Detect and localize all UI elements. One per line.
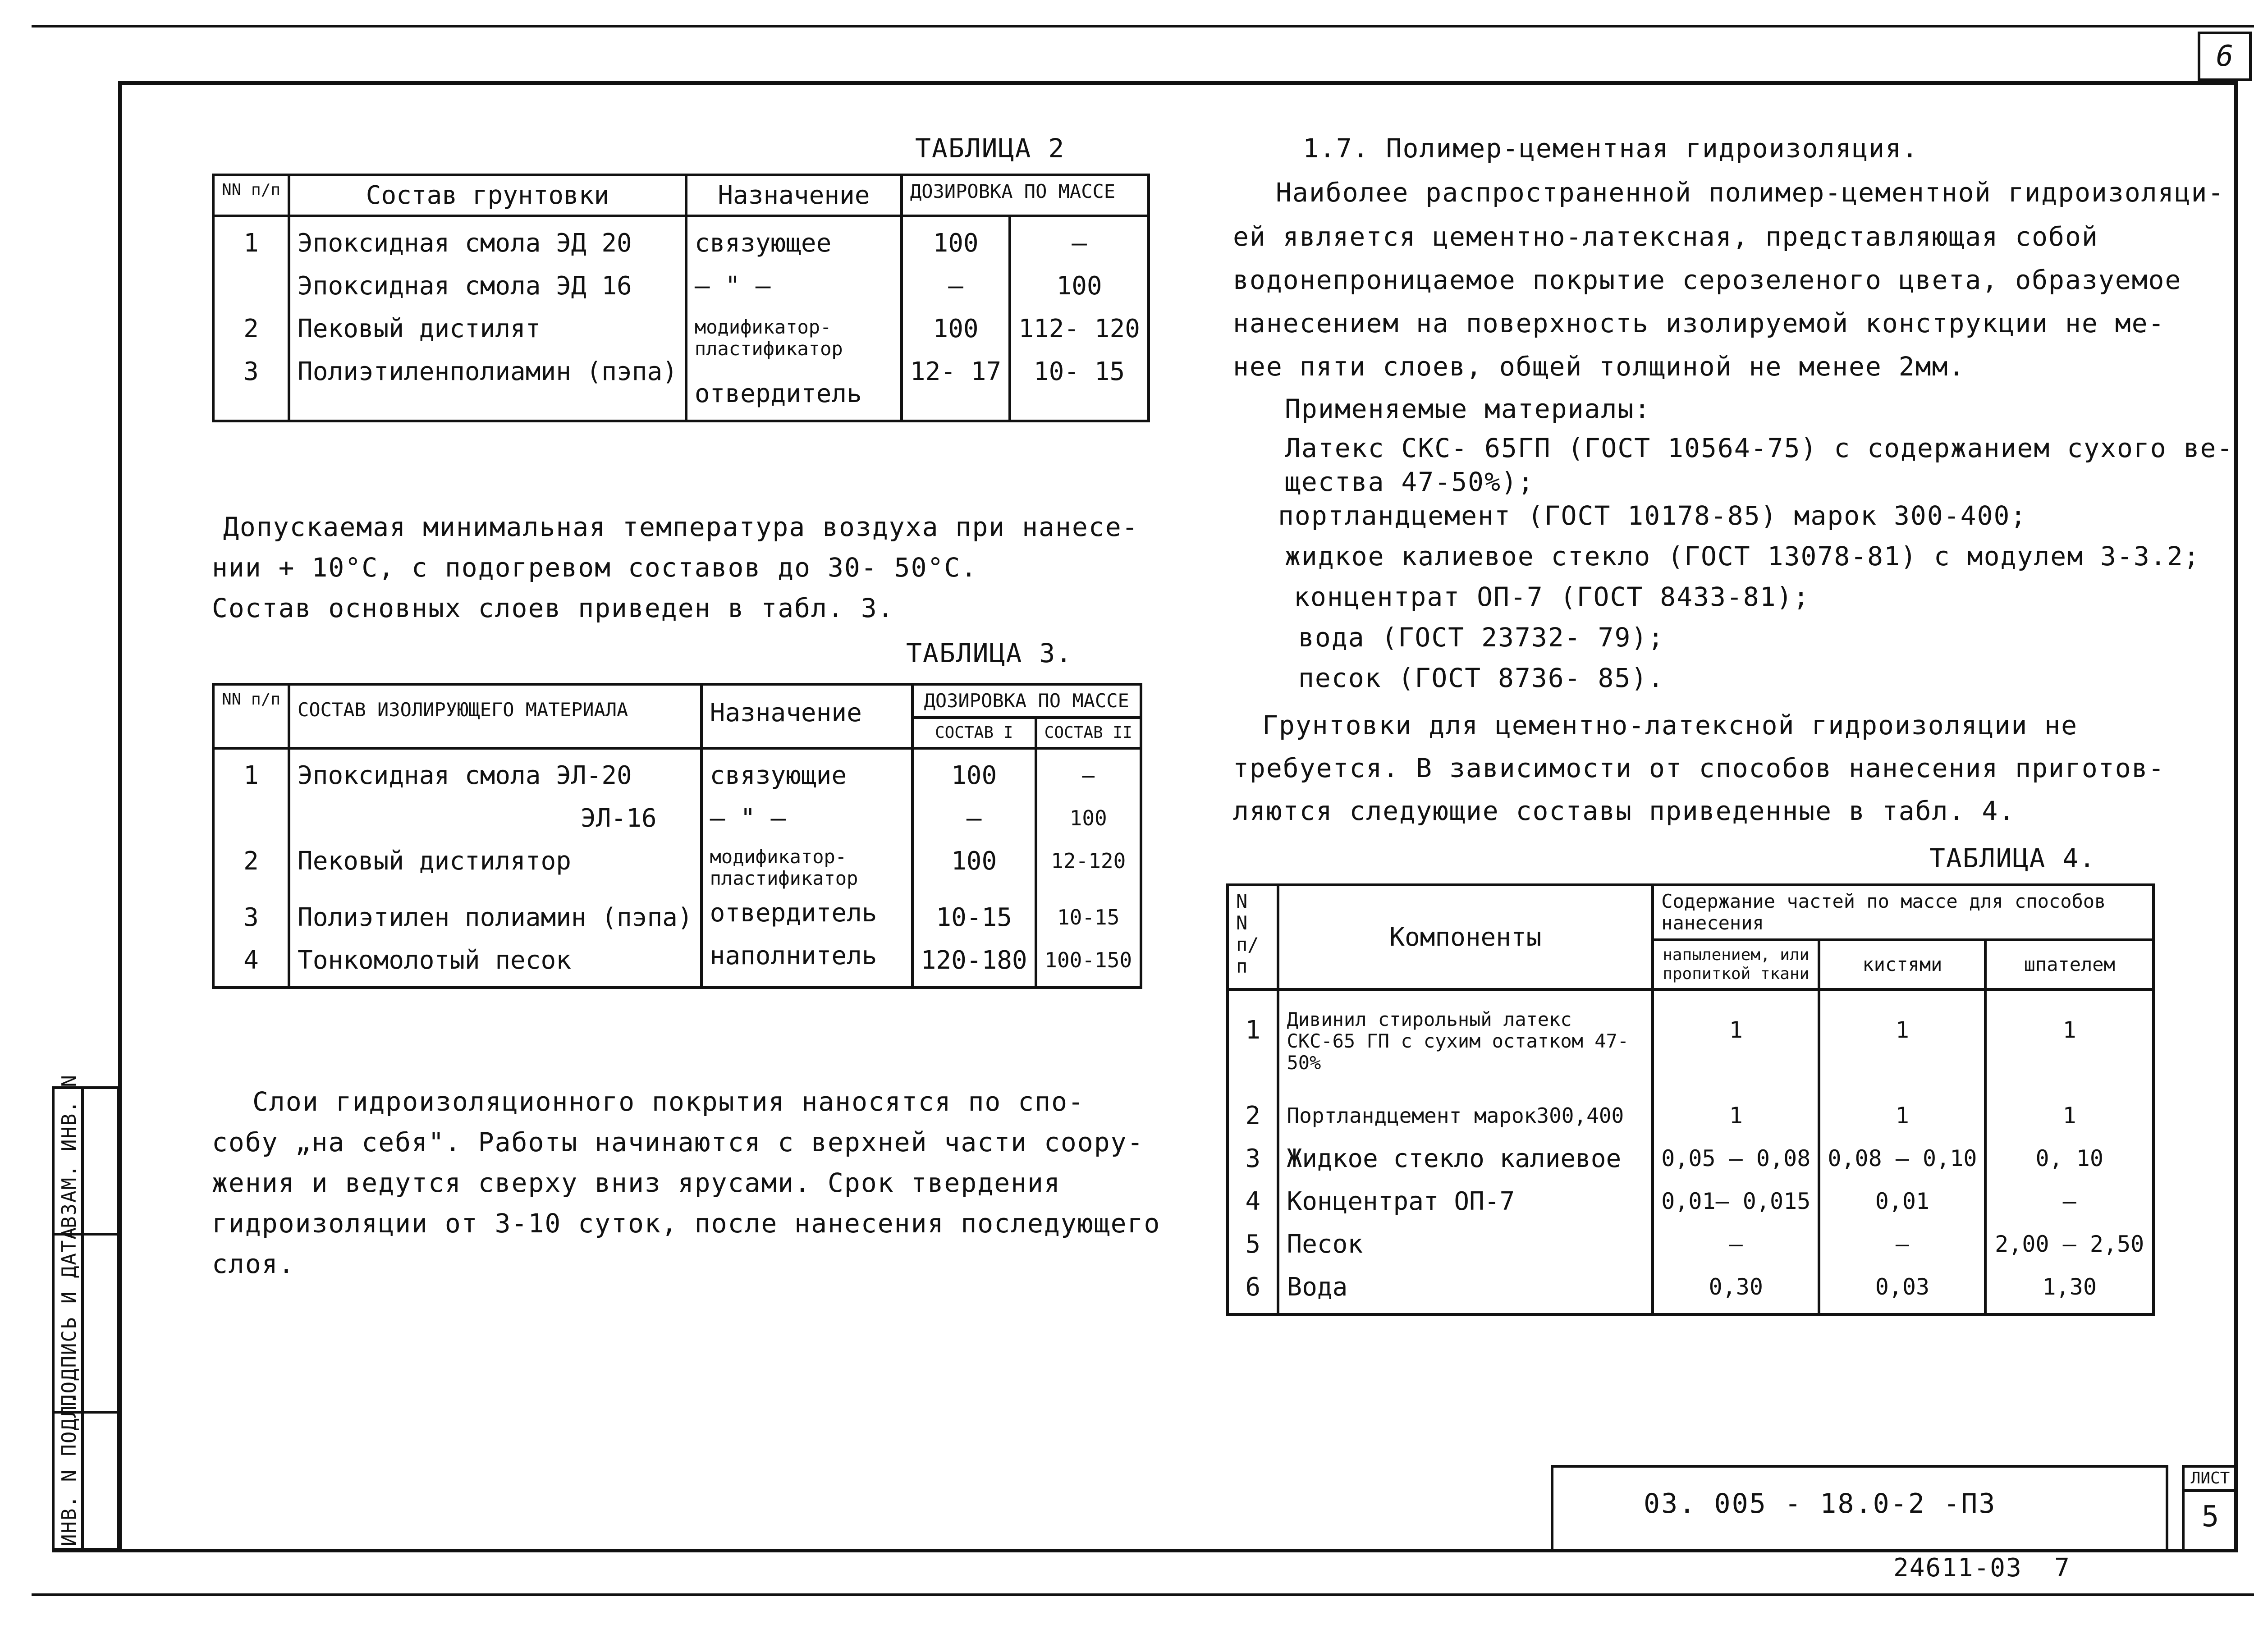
title-block — [1551, 1465, 2168, 1551]
table3-header — [213, 684, 1141, 718]
table2-h-comp: Состав грунтовки — [289, 175, 686, 216]
sheet-label: ЛИСТ — [2185, 1468, 2236, 1492]
table2-col-comp: Эпоксидная смола ЭД 20 Эпоксидная смола ЭД 16 Пековый дистилят Полиэтиленполиамин (пэпа) — [289, 216, 686, 421]
material-1: Латекс СКС- 65ГП (ГОСТ 10564-75) с содержанием сухого ве- — [1285, 433, 2234, 463]
table3-h-purpose: Назначение — [701, 684, 912, 748]
table-4 — [1226, 883, 2155, 1316]
table4-caption: ТАБЛИЦА 4. — [1929, 843, 2096, 874]
left-para-line1: Допускаемая минимальная температура воздуха при нанесе- — [223, 512, 1139, 542]
table3-col-comp: Эпоксидная смола ЭЛ-20 ЭЛ-16 Пековый дистилятор Полиэтилен полиамин (пэпа) Тонкомолотый песок — [289, 748, 701, 988]
table2-h-dose: ДОЗИРОВКА ПО МАССЕ — [902, 175, 1149, 216]
table3-h-no: NN п/п — [213, 684, 289, 748]
materials-heading: Применяемые материалы: — [1285, 394, 1651, 424]
table3-col-a: 100 — 100 10-15 120-180 — [912, 748, 1036, 988]
table4-col-no: 1 2 3 4 5 6 — [1228, 989, 1278, 1314]
left-para2-line5: слоя. — [212, 1249, 295, 1279]
left-para-line2: нии + 10°С, с подогревом составов до 30- 50°С. — [212, 552, 978, 583]
inner-frame-right — [2234, 81, 2238, 1552]
top-rule — [32, 25, 2254, 27]
table4-h-content: Содержание частей по массе для способов нанесения — [1653, 885, 2153, 940]
table2-body — [213, 216, 1149, 421]
table4-header — [1228, 885, 2153, 940]
material-3: жидкое калиевое стекло (ГОСТ 13078-81) с модулем 3-3.2; — [1285, 541, 2200, 572]
stamp-field-signature-date: ПОДПИСЬ И ДАТА — [58, 1226, 81, 1406]
table4-body — [1228, 989, 2153, 1314]
table2-h-no: NN п/п — [213, 175, 289, 216]
table3-body — [213, 748, 1141, 988]
material-6: песок (ГОСТ 8736- 85). — [1298, 663, 1665, 693]
stamp-field-vzam-inv: ВЗАМ. ИНВ. N — [58, 1074, 81, 1228]
table4-h-no: N N п/п — [1228, 885, 1278, 989]
sheet-corner-box — [2198, 32, 2252, 81]
table3-col-no: 1 2 3 4 — [213, 748, 289, 988]
table2-caption: ТАБЛИЦА 2 — [915, 133, 1065, 164]
stamp-field-inv-podl: ИНВ. N ПОДЛ. — [58, 1392, 81, 1546]
table2-col-a: 100 — 100 12- 17 — [902, 216, 1010, 421]
table3-col-purpose: связующие — " — модификатор-пластификатор отвердитель наполнитель — [701, 748, 912, 988]
archive-number: 24611-03 7 — [1893, 1553, 2071, 1583]
document-code: 03. 005 - 18.0-2 -ПЗ — [1644, 1488, 1997, 1519]
right-para-line2: ей является цементно-латексная, представляющая собой — [1233, 221, 2098, 252]
table4-col-c3: 1 1 0, 10 — 2,00 — 2,50 1,30 — [1985, 989, 2153, 1314]
section-heading: 1.7. Полимер-цементная гидроизоляция. — [1303, 133, 1919, 164]
left-para2-line1: Слои гидроизоляционного покрытия наносятся по спо- — [252, 1086, 1085, 1117]
sheet-corner-number: 6 — [2216, 40, 2234, 73]
material-5: вода (ГОСТ 23732- 79); — [1298, 622, 1665, 653]
primer-line3: ляются следующие составы приведенные в табл. 4. — [1233, 796, 2016, 826]
material-2: портландцемент (ГОСТ 10178-85) марок 300-400; — [1278, 500, 2027, 531]
table2-header — [213, 175, 1149, 216]
table-2 — [212, 174, 1150, 422]
table2-h-purpose: Назначение — [686, 175, 902, 216]
table3-h-s1: СОСТАВ I — [912, 718, 1036, 748]
primer-line1: Грунтовки для цементно-латексной гидроизоляции не — [1262, 710, 2078, 741]
table3-h-comp: СОСТАВ ИЗОЛИРУЮЩЕГО МАТЕРИАЛА — [289, 684, 701, 748]
right-para-line5: нее пяти слоев, общей толщиной не менее 2мм. — [1233, 351, 1965, 382]
primer-line2: требуется. В зависимости от способов нанесения приготов- — [1233, 753, 2165, 783]
stamp-strip-divider — [81, 1086, 84, 1551]
left-para2-line4: гидроизоляции от 3-10 суток, после нанесения последующего — [212, 1208, 1161, 1239]
table4-h-c3: шпателем — [1985, 940, 2153, 989]
sheet-box — [2182, 1465, 2236, 1551]
right-para-line3: водонепроницаемое покрытие серозеленого цвета, образуемое — [1233, 265, 2182, 295]
sheet-number: 5 — [2201, 1500, 2219, 1533]
bottom-rule — [32, 1593, 2254, 1596]
table4-h-comp: Компоненты — [1278, 885, 1653, 989]
table2-col-no: 1 2 3 — [213, 216, 289, 421]
table2-col-b: — 100 112- 120 10- 15 — [1010, 216, 1149, 421]
table-3 — [212, 683, 1142, 989]
table3-col-b: — 100 12-120 10-15 100-150 — [1036, 748, 1141, 988]
left-para-line3: Состав основных слоев приведен в табл. 3. — [212, 593, 894, 623]
right-para-line4: нанесением на поверхность изолируемой конструкции не ме- — [1233, 308, 2165, 339]
table3-h-dose: ДОЗИРОВКА ПО МАССЕ — [912, 684, 1141, 718]
left-para2-line2: собу „на себя". Работы начинаются с верхней части соору- — [212, 1127, 1144, 1158]
material-4: концентрат ОП-7 (ГОСТ 8433-81); — [1294, 581, 1810, 612]
table4-h-c1: напылением, или пропиткой ткани — [1653, 940, 1819, 989]
table4-col-c2: 1 1 0,08 — 0,10 0,01 — 0,03 — [1819, 989, 1985, 1314]
material-1-cont: щества 47-50%); — [1285, 467, 1535, 497]
table2-col-purpose: связующее — " — модификатор-пластификатор отвердитель — [686, 216, 902, 421]
table4-col-c1: 1 1 0,05 — 0,08 0,01— 0,015 — 0,30 — [1653, 989, 1819, 1314]
table3-h-s2: СОСТАВ II — [1036, 718, 1141, 748]
table4-h-c2: кистями — [1819, 940, 1985, 989]
table4-col-comp: Дивинил стирольный латекс СКС-65 ГП с сухим остатком 47-50% Портландцемент марок300,400 Жидкое стекло калиевое Концентрат ОП-7 Песок Вода — [1278, 989, 1653, 1314]
inner-frame-top — [119, 81, 2236, 85]
right-para-line1: Наиболее распространенной полимер-цементной гидроизоляци- — [1276, 177, 2225, 208]
left-para2-line3: жения и ведутся сверху вниз ярусами. Срок твердения — [212, 1167, 1061, 1198]
table3-caption: ТАБЛИЦА 3. — [906, 638, 1073, 668]
